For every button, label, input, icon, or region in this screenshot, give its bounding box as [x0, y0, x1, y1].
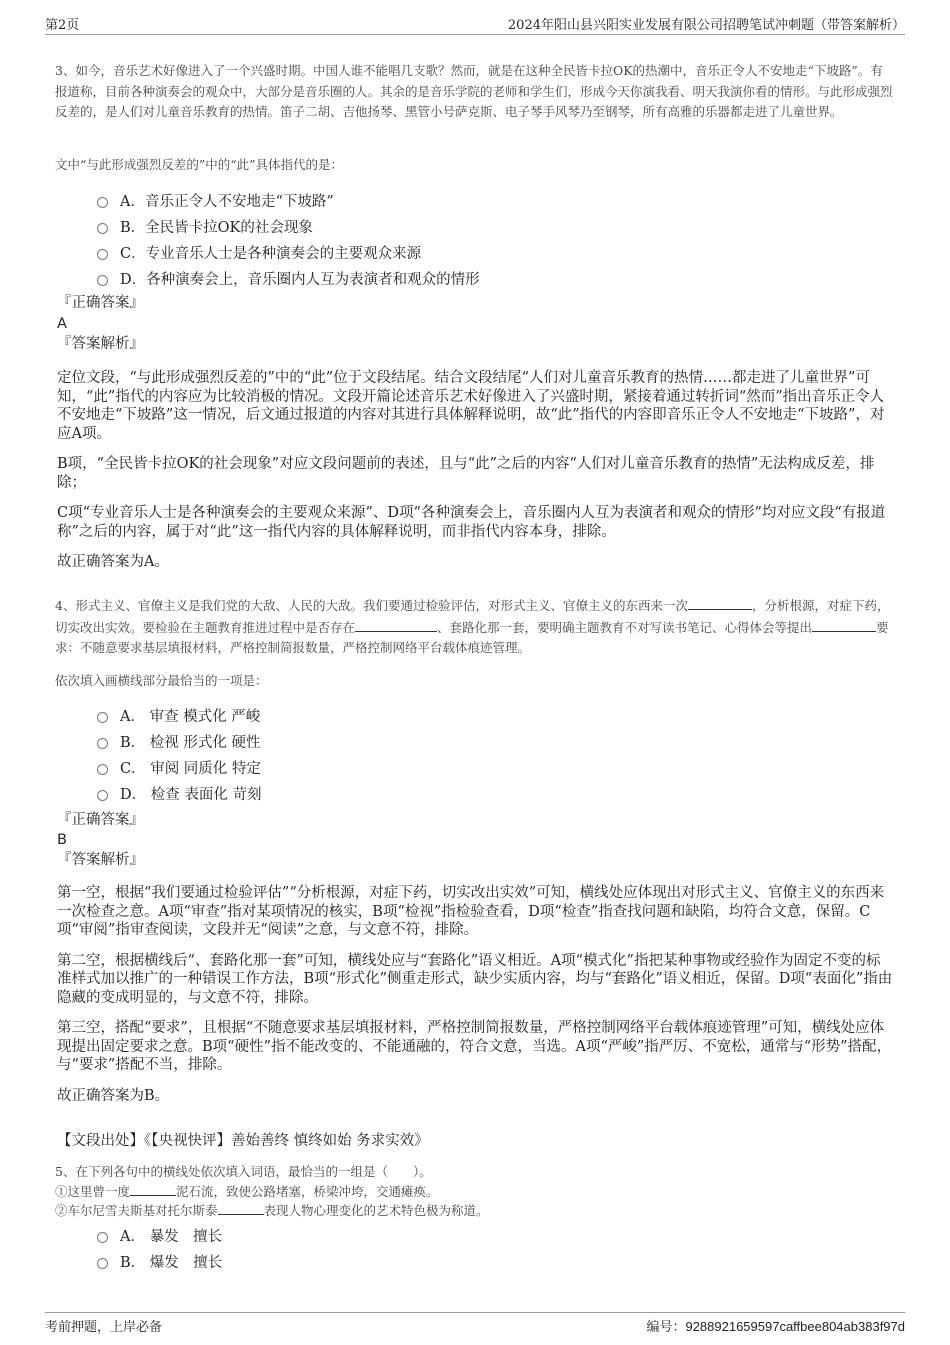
q3-question: 文中“与此形成强烈反差的”中的“此”具体指代的是： — [55, 157, 344, 172]
radio-icon[interactable] — [97, 738, 108, 749]
q3-option-c[interactable]: C．专业音乐人士是各种演奏会的主要观众来源 — [97, 239, 480, 265]
q5-question: 5、在下列各句中的横线处依次填入词语，最恰当的一组是（ ）。 — [55, 1164, 432, 1179]
q5-option-a[interactable]: A． 暴发 擅长 — [97, 1222, 222, 1248]
q5-sentence-2: ②车尔尼雪夫斯基对托尔斯泰 表现人物心理变化的艺术特色极为称道。 — [55, 1203, 489, 1218]
q3-option-d[interactable]: D．各种演奏会上，音乐圈内人互为表演者和观众的情形 — [97, 265, 480, 291]
q3-option-a[interactable]: A．音乐正令人不安地走“下坡路” — [97, 187, 480, 213]
document-title: 2024年阳山县兴阳实业发展有限公司招聘笔试冲刺题（带答案解析） — [507, 18, 905, 33]
radio-icon[interactable] — [97, 249, 108, 260]
q4-source: 【文段出处】《【央视快评】善始善终 慎终如始 务求实效》 — [57, 1133, 429, 1149]
q4-option-a[interactable]: A． 审查 模式化 严峻 — [97, 702, 261, 728]
q4-options — [97, 702, 261, 806]
q4-analysis-label: 『答案解析』 — [57, 852, 144, 868]
page-header — [45, 14, 905, 35]
q4-option-b[interactable]: B． 检视 形式化 硬性 — [97, 728, 261, 754]
blank-2 — [355, 617, 437, 632]
q4-answer-label: 『正确答案』 — [57, 812, 144, 828]
analysis-paragraph: 第一空，根据“我们要通过检验评估”“分析根源，对症下药，切实改出实效”可知，横线处应体现出对形式主义、官僚主义的东西来一次检查之意。A项“审查”指对某项情况的核实，B项“检视”指检验查看，D项“检查”指查找问题和缺陷，均符合文意，保留。C项“审阅”指审查阅读，文段并无“阅读”之意，与文意不符，排除。 — [57, 885, 885, 938]
q4-question: 依次填入画横线部分最恰当的一项是： — [55, 673, 268, 688]
q4-passage: 4、形式主义、官僚主义是我们党的大敌、人民的大敌。我们要通过检验评估，对形式主义、官僚主义的东西来一次 ，分析根源，对症下药，切实改出实效。要检验在主题教育推进过程中是否存在 、套路化那一套，要明确主题教育不对写读书笔记、心得体会等提出 要求：不随意要求基层填报材料，严格控制简报数量，严格控制网络平台载体痕迹管理。 — [55, 595, 895, 659]
q5-sentence-1: ①这里曾一度 泥石流，致使公路堵塞，桥梁冲垮，交通瘫痪。 — [55, 1184, 439, 1199]
q5-option-b[interactable]: B． 爆发 擅长 — [97, 1248, 222, 1274]
document-id: 编号：9288921659597caffbee804ab383f97d — [646, 1319, 905, 1334]
blank-3 — [812, 617, 876, 632]
analysis-paragraph: 第三空，搭配“要求”，且根据“不随意要求基层填报材料，严格控制简报数量，严格控制网络平台载体痕迹管理”可知，横线处应体现提出固定要求之意。B项“硬性”指不能改变的、不能通融的，符合文意，当选。A项“严峻”指严厉、不宽松，通常与“形势”搭配，与“要求”搭配不当，排除。 — [57, 1020, 892, 1073]
q4-analysis — [57, 884, 893, 1117]
q4-option-d[interactable]: D． 检查 表面化 苛刻 — [97, 780, 261, 806]
q3-options — [97, 187, 480, 291]
analysis-paragraph: 定位文段，“与此形成强烈反差的”中的“此”位于文段结尾。结合文段结尾“人们对儿童音乐教育的热情……都走进了儿童世界”可知，“此”指代的内容应为比较消极的情况。文段开篇论述音乐艺术好像进入了兴盛时期，紧接着通过转折词“然而”指出音乐正令人不安地走“下坡路”这一情况，后文通过报道的内容对其进行具体解释说明，故“此”指代的内容即音乐正令人不安地走“下坡路”，对应A项。 — [57, 370, 885, 442]
page-number: 第2页 — [45, 18, 80, 33]
blank — [218, 1201, 264, 1215]
analysis-paragraph: 故正确答案为B。 — [57, 1087, 170, 1104]
radio-icon[interactable] — [97, 712, 108, 723]
q3-option-b[interactable]: B．全民皆卡拉OK的社会现象 — [97, 213, 480, 239]
blank-1 — [688, 595, 752, 610]
radio-icon[interactable] — [97, 275, 108, 286]
q3-analysis-label: 『答案解析』 — [57, 336, 144, 352]
q3-answer: A — [57, 316, 67, 332]
analysis-paragraph: 故正确答案为A。 — [57, 554, 169, 570]
radio-icon[interactable] — [97, 790, 108, 801]
radio-icon[interactable] — [97, 197, 108, 208]
q3-answer-label: 『正确答案』 — [57, 295, 144, 311]
q3-analysis — [57, 369, 893, 584]
page-footer — [45, 1312, 905, 1334]
q4-option-c[interactable]: C． 审阅 同质化 特定 — [97, 754, 261, 780]
blank — [130, 1182, 176, 1196]
radio-icon[interactable] — [97, 764, 108, 775]
radio-icon[interactable] — [97, 1258, 108, 1269]
analysis-paragraph: B项，“全民皆卡拉OK的社会现象”对应文段问题前的表述，且与“此”之后的内容“人们对儿童音乐教育的热情”无法构成反差，排除； — [57, 456, 875, 491]
q4-answer: B — [57, 832, 67, 848]
radio-icon[interactable] — [97, 223, 108, 234]
footer-slogan: 考前押题，上岸必备 — [45, 1320, 163, 1335]
q5-options — [97, 1222, 222, 1274]
q3-passage: 3、如今，音乐艺术好像进入了一个兴盛时期。中国人谁不能唱几支歌？然而，就是在这种全民皆卡拉OK的热潮中，音乐正令人不安地走“下坡路”。有报道称，目前各种演奏会的观众中，大部分是音乐圈的人。其余的是音乐学院的老师和学生们，形成今天你演我看、明天我演你看的情形。与此形成强烈反差的，是人们对儿童音乐教育的热情。笛子二胡、吉他扬琴、黑管小号萨克斯、电子琴手风琴乃至钢琴，所有高雅的乐器都走进了儿童世界。 — [55, 63, 893, 119]
analysis-paragraph: 第二空，根据横线后“、套路化那一套”可知，横线处应与“套路化”语义相近。A项“模式化”指把某种事物或经验作为固定不变的标准样式加以推广的一种错误工作方法，B项“形式化”侧重走形式，缺少实质内容，均与“套路化”语义相近，保留。D项“表面化”指由隐藏的变成明显的，与文意不符，排除。 — [57, 952, 893, 1006]
analysis-paragraph: C项“专业音乐人士是各种演奏会的主要观众来源”、D项“各种演奏会上，音乐圈内人互为表演者和观众的情形”均对应文段“有报道称”之后的内容，属于对“此”这一指代内容的具体解释说明，而非指代内容本身，排除。 — [57, 505, 886, 540]
radio-icon[interactable] — [97, 1232, 108, 1243]
